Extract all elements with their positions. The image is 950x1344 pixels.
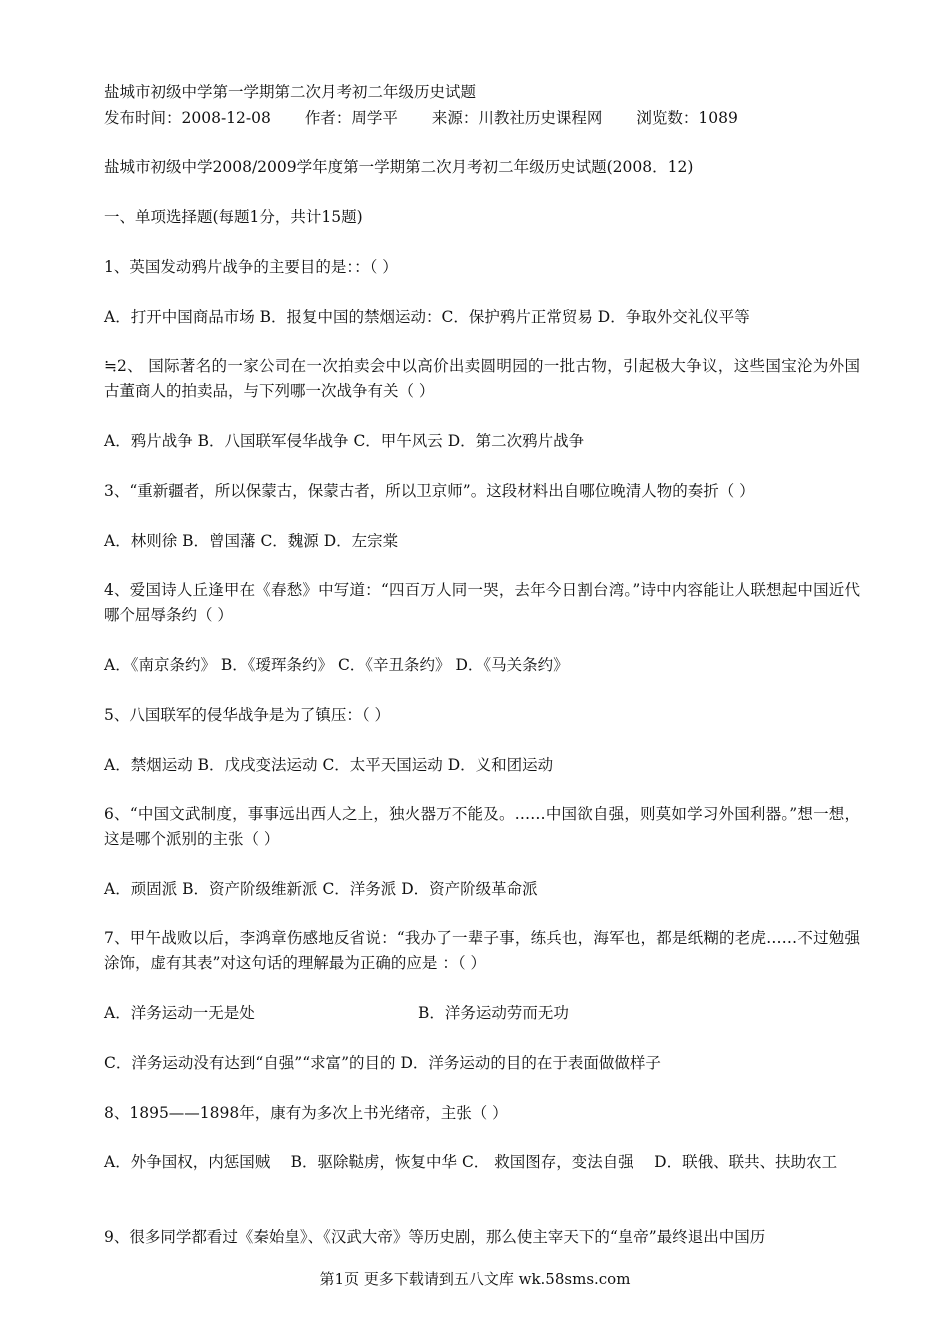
- doc-meta: [104, 106, 738, 130]
- question-4-options: A．《南京条约》 B．《瑷珲条约》 C．《辛丑条约》 D．《马关条约》: [104, 656, 569, 674]
- question-7-option-a: A．洋务运动一无是处: [104, 1004, 255, 1022]
- question-4: 4、爱国诗人丘逢甲在《春愁》中写道：“四百万人同一哭，去年今日割台湾。”诗中内容能让人联想起中国近代哪个屈辱条约（ ）: [104, 581, 860, 624]
- question-9: 9、很多同学都看过《秦始皇》、《汉武大帝》等历史剧，那么使主宰天下的“皇帝”最终退出中国历: [104, 1228, 766, 1246]
- view-count: 浏览数：1089: [636, 109, 738, 127]
- doc-subtitle: 盐城市初级中学2008/2009学年度第一学期第二次月考初二年级历史试题(2008．12): [104, 158, 694, 176]
- question-2-options: A．鸦片战争 B．八国联军侵华战争 C．甲午风云 D．第二次鸦片战争: [104, 432, 585, 450]
- question-8-options: A．外争国权，内惩国贼 B．驱除鞑虏，恢复中华 C． 救国图存，变法自强 D．联俄、联共、扶助农工: [104, 1153, 838, 1171]
- question-6: 6、“中国文武制度，事事远出西人之上，独火器万不能及。……中国欲自强，则莫如学习外国利器。”想一想，这是哪个派别的主张（ ）: [104, 805, 860, 848]
- question-8: 8、1895——1898年，康有为多次上书光绪帝，主张（ ）: [104, 1104, 508, 1122]
- question-5: 5、八国联军的侵华战争是为了镇压：（ ）: [104, 706, 391, 724]
- page-footer: 第1页 更多下载请到五八文库 wk.58sms.com: [319, 1270, 631, 1288]
- question-6-options: A．顽固派 B．资产阶级维新派 C．洋务派 D．资产阶级革命派: [104, 880, 538, 898]
- question-7-option-b: B．洋务运动劳而无功: [418, 1004, 569, 1022]
- question-3: 3、“重新疆者，所以保蒙古，保蒙古者，所以卫京师”。这段材料出自哪位晚清人物的奏折（ ）: [104, 482, 755, 500]
- question-7-options-ab: [104, 1001, 864, 1025]
- question-3-options: A．林则徐 B．曾国藩 C．魏源 D．左宗棠: [104, 532, 399, 550]
- doc-title: 盐城市初级中学第一学期第二次月考初二年级历史试题: [104, 83, 477, 101]
- question-7: 7、甲午战败以后，李鸿章伤感地反省说：“我办了一辈子事，练兵也，海军也，都是纸糊的老虎……不过勉强涂饰，虚有其表”对这句话的理解最为正确的应是 ：（ ）: [104, 929, 860, 972]
- question-2: ≒2、 国际著名的一家公司在一次拍卖会中以高价出卖圆明园的一批古物，引起极大争议，这些国宝沦为外国古董商人的拍卖品，与下列哪一次战争有关（ ）: [104, 357, 860, 400]
- author: 作者：周学平: [304, 109, 398, 127]
- section-heading: 一、单项选择题(每题1分，共计15题): [104, 208, 363, 226]
- question-5-options: A．禁烟运动 B．戊戌变法运动 C．太平天国运动 D．义和团运动: [104, 756, 554, 774]
- question-7-options-cd: C．洋务运动没有达到“自强”“求富”的目的 D．洋务运动的目的在于表面做做样子: [104, 1054, 661, 1072]
- question-1: 1、英国发动鸦片战争的主要目的是：：（ ）: [104, 258, 398, 276]
- question-1-options: A．打开中国商品市场 B．报复中国的禁烟运动：C．保护鸦片正常贸易 D．争取外交礼仪平等: [104, 308, 750, 326]
- publish-date: 发布时间：2008-12-08: [104, 109, 271, 127]
- source: 来源：川教社历史课程网: [431, 109, 603, 127]
